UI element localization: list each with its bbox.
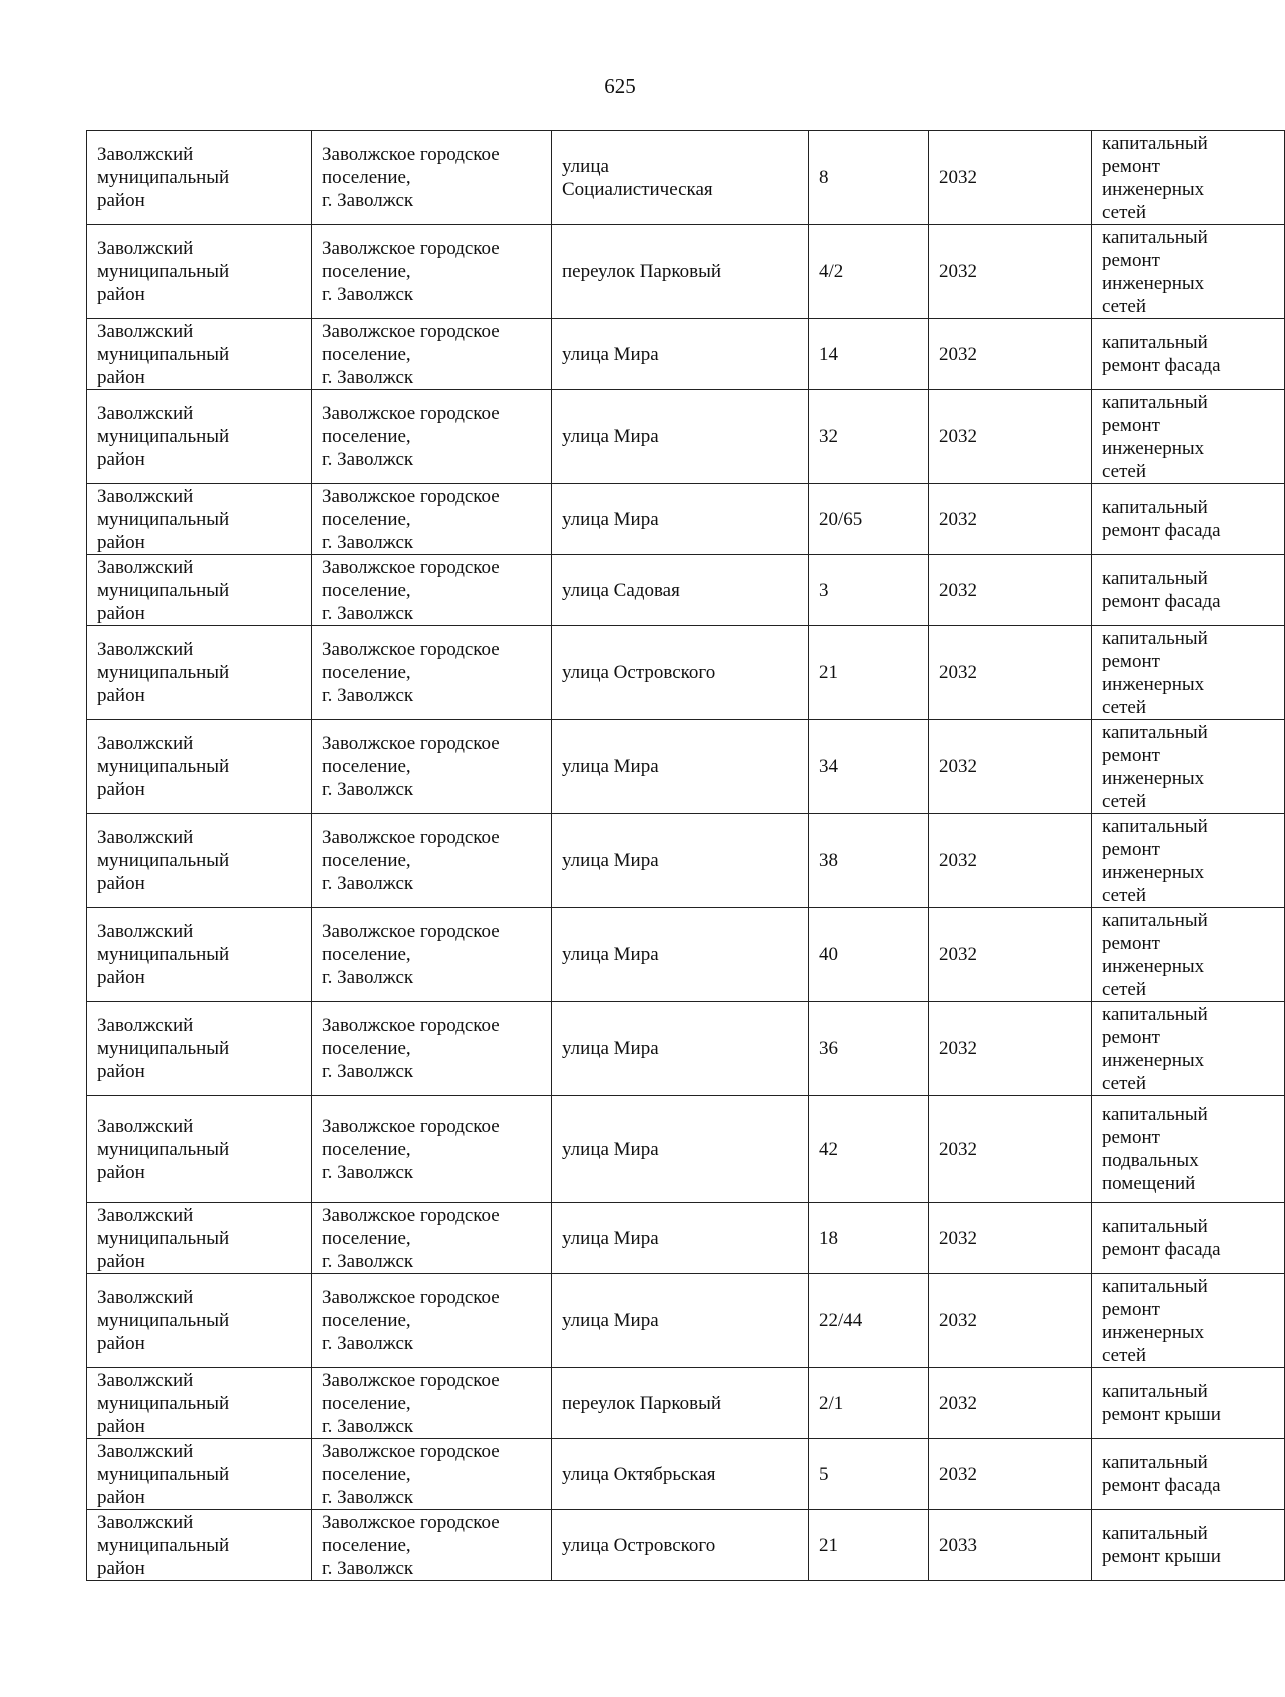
settlement-cell bbox=[312, 814, 552, 908]
district-cell bbox=[87, 555, 312, 626]
cell-line: г. Заволжск bbox=[322, 531, 414, 553]
cell-line: муниципальный bbox=[97, 1534, 230, 1556]
district-cell bbox=[87, 484, 312, 555]
cell-line: муниципальный bbox=[97, 1392, 230, 1414]
cell-line: капитальный bbox=[1102, 332, 1208, 353]
cell-line: муниципальный bbox=[97, 261, 230, 282]
cell-line: г. Заволжск bbox=[322, 1415, 414, 1437]
cell-line: муниципальный bbox=[97, 1038, 230, 1059]
table-row bbox=[87, 484, 1285, 555]
cell-line: инженерных bbox=[1102, 861, 1205, 883]
settlement-cell bbox=[312, 1439, 552, 1510]
cell-line: сетей bbox=[1102, 696, 1147, 718]
settlement-cell bbox=[312, 1203, 552, 1274]
street-cell bbox=[552, 319, 809, 390]
cell-line: инженерных bbox=[1102, 955, 1205, 977]
cell-line: ремонт фасада bbox=[1102, 520, 1221, 541]
cell-line: Заволжский bbox=[97, 320, 194, 342]
district-cell bbox=[87, 814, 312, 908]
cell-line: Заволжский bbox=[97, 1440, 194, 1462]
street-cell bbox=[552, 1439, 809, 1510]
cell-line: ремонт фасада bbox=[1102, 355, 1221, 376]
year-cell: 2033 bbox=[929, 1510, 1092, 1581]
cell-line: поселение, bbox=[322, 1138, 411, 1160]
cell-line: г. Заволжск bbox=[322, 602, 414, 624]
cell-line: район bbox=[97, 449, 145, 470]
cell-line: Заволжское городское bbox=[322, 733, 500, 754]
cell-line: Заволжское городское bbox=[322, 1440, 500, 1462]
cell-line: Заволжское городское bbox=[322, 320, 500, 342]
cell-line: ремонт фасада bbox=[1102, 1475, 1221, 1496]
settlement-cell bbox=[312, 1002, 552, 1096]
street-cell bbox=[552, 908, 809, 1002]
cell-line: капитальный bbox=[1102, 1275, 1208, 1297]
cell-line: район bbox=[97, 1161, 145, 1183]
cell-line: улица Мира bbox=[562, 1138, 659, 1160]
district-cell bbox=[87, 1096, 312, 1203]
settlement-cell bbox=[312, 720, 552, 814]
year-cell: 2032 bbox=[929, 1368, 1092, 1439]
house-number-cell: 20/65 bbox=[809, 484, 929, 555]
table-row bbox=[87, 1002, 1285, 1096]
street-cell bbox=[552, 720, 809, 814]
year-cell: 2032 bbox=[929, 1096, 1092, 1203]
cell-line: г. Заволжск bbox=[322, 1486, 414, 1508]
cell-line: капитальный bbox=[1102, 909, 1208, 931]
street-cell bbox=[552, 1510, 809, 1581]
cell-line: Заволжский bbox=[97, 1287, 194, 1308]
cell-line: Заволжское городское bbox=[322, 1511, 500, 1533]
cell-line: капитальный bbox=[1102, 1452, 1208, 1473]
year-cell: 2032 bbox=[929, 626, 1092, 720]
cell-line: улица Мира bbox=[562, 426, 659, 447]
cell-line: сетей bbox=[1102, 1072, 1147, 1094]
work-type-cell bbox=[1092, 626, 1285, 720]
cell-line: Заволжский bbox=[97, 1115, 194, 1137]
cell-line: сетей bbox=[1102, 978, 1147, 1000]
cell-line: Заволжское городское bbox=[322, 403, 500, 424]
cell-line: улица Мира bbox=[562, 1310, 659, 1331]
cell-line: сетей bbox=[1102, 201, 1147, 223]
house-number-cell: 22/44 bbox=[809, 1274, 929, 1368]
cell-line: поселение, bbox=[322, 1310, 411, 1331]
work-type-cell bbox=[1092, 908, 1285, 1002]
cell-line: г. Заволжск bbox=[322, 873, 414, 894]
cell-line: муниципальный bbox=[97, 579, 230, 601]
house-number-cell: 8 bbox=[809, 131, 929, 225]
cell-line: улица Мира bbox=[562, 944, 659, 965]
cell-line: капитальный bbox=[1102, 815, 1208, 837]
settlement-cell bbox=[312, 1096, 552, 1203]
cell-line: муниципальный bbox=[97, 850, 230, 871]
cell-line: Заволжское городское bbox=[322, 1287, 500, 1308]
cell-line: ремонт bbox=[1102, 1298, 1160, 1320]
street-cell bbox=[552, 225, 809, 319]
work-type-cell bbox=[1092, 1510, 1285, 1581]
cell-line: капитальный bbox=[1102, 1216, 1208, 1237]
cell-line: инженерных bbox=[1102, 1049, 1205, 1071]
cell-line: сетей bbox=[1102, 790, 1147, 812]
cell-line: улица Садовая bbox=[562, 579, 680, 601]
district-cell bbox=[87, 131, 312, 225]
cell-line: Заволжское городское bbox=[322, 556, 500, 578]
settlement-cell bbox=[312, 131, 552, 225]
cell-line: район bbox=[97, 685, 145, 706]
settlement-cell bbox=[312, 484, 552, 555]
cell-line: ремонт фасада bbox=[1102, 591, 1221, 612]
cell-line: Заволжский bbox=[97, 1511, 194, 1533]
cell-line: поселение, bbox=[322, 579, 411, 601]
cell-line: сетей bbox=[1102, 1344, 1147, 1366]
year-cell: 2032 bbox=[929, 1002, 1092, 1096]
cell-line: поселение, bbox=[322, 1392, 411, 1414]
cell-line: г. Заволжск bbox=[322, 1061, 414, 1082]
district-cell bbox=[87, 1368, 312, 1439]
cell-line: район bbox=[97, 190, 145, 211]
street-cell bbox=[552, 484, 809, 555]
cell-line: ремонт bbox=[1102, 414, 1160, 436]
work-type-cell bbox=[1092, 1368, 1285, 1439]
cell-line: г. Заволжск bbox=[322, 284, 414, 305]
cell-line: ремонт фасада bbox=[1102, 1239, 1221, 1260]
table-row bbox=[87, 1510, 1285, 1581]
year-cell: 2032 bbox=[929, 484, 1092, 555]
table-row bbox=[87, 319, 1285, 390]
street-cell bbox=[552, 131, 809, 225]
cell-line: улица Мира bbox=[562, 1227, 659, 1249]
district-cell bbox=[87, 1002, 312, 1096]
cell-line: ремонт bbox=[1102, 155, 1160, 177]
district-cell bbox=[87, 720, 312, 814]
cell-line: сетей bbox=[1102, 460, 1147, 482]
cell-line: район bbox=[97, 967, 145, 988]
cell-line: Заволжский bbox=[97, 827, 194, 848]
settlement-cell bbox=[312, 908, 552, 1002]
cell-line: улица Мира bbox=[562, 343, 659, 365]
cell-line: Заволжское городское bbox=[322, 238, 500, 259]
table-row bbox=[87, 225, 1285, 319]
house-number-cell: 21 bbox=[809, 1510, 929, 1581]
street-cell bbox=[552, 1203, 809, 1274]
work-type-cell bbox=[1092, 720, 1285, 814]
year-cell: 2032 bbox=[929, 720, 1092, 814]
district-cell bbox=[87, 390, 312, 484]
cell-line: Заволжское городское bbox=[322, 485, 500, 507]
settlement-cell bbox=[312, 555, 552, 626]
cell-line: инженерных bbox=[1102, 1321, 1205, 1343]
cell-line: район bbox=[97, 284, 145, 305]
table-row bbox=[87, 1368, 1285, 1439]
work-type-cell bbox=[1092, 1203, 1285, 1274]
cell-line: Заволжский bbox=[97, 144, 194, 165]
settlement-cell bbox=[312, 626, 552, 720]
cell-line: Заволжский bbox=[97, 238, 194, 259]
cell-line: Заволжский bbox=[97, 485, 194, 507]
cell-line: ремонт bbox=[1102, 744, 1160, 766]
work-type-cell bbox=[1092, 484, 1285, 555]
cell-line: район bbox=[97, 873, 145, 894]
cell-line: г. Заволжск bbox=[322, 1161, 414, 1183]
cell-line: район bbox=[97, 779, 145, 800]
cell-line: поселение, bbox=[322, 944, 411, 965]
year-cell: 2032 bbox=[929, 319, 1092, 390]
work-type-cell bbox=[1092, 1002, 1285, 1096]
table-row bbox=[87, 1096, 1285, 1203]
house-number-cell: 36 bbox=[809, 1002, 929, 1096]
street-cell bbox=[552, 1002, 809, 1096]
cell-line: г. Заволжск bbox=[322, 190, 414, 211]
year-cell: 2032 bbox=[929, 131, 1092, 225]
cell-line: муниципальный bbox=[97, 1463, 230, 1485]
district-cell bbox=[87, 908, 312, 1002]
table-row bbox=[87, 720, 1285, 814]
street-cell bbox=[552, 390, 809, 484]
district-cell bbox=[87, 319, 312, 390]
cell-line: район bbox=[97, 531, 145, 553]
house-number-cell: 18 bbox=[809, 1203, 929, 1274]
cell-line: поселение, bbox=[322, 261, 411, 282]
street-cell bbox=[552, 555, 809, 626]
street-cell bbox=[552, 1274, 809, 1368]
cell-line: муниципальный bbox=[97, 756, 230, 777]
street-cell bbox=[552, 1368, 809, 1439]
table-row bbox=[87, 1203, 1285, 1274]
cell-line: г. Заволжск bbox=[322, 967, 414, 988]
cell-line: капитальный bbox=[1102, 132, 1208, 154]
year-cell: 2032 bbox=[929, 814, 1092, 908]
house-number-cell: 42 bbox=[809, 1096, 929, 1203]
cell-line: поселение, bbox=[322, 343, 411, 365]
cell-line: Заволжское городское bbox=[322, 1015, 500, 1036]
cell-line: Социалистическая bbox=[562, 178, 713, 200]
house-number-cell: 21 bbox=[809, 626, 929, 720]
work-type-cell bbox=[1092, 1096, 1285, 1203]
cell-line: ремонт bbox=[1102, 932, 1160, 954]
cell-line: муниципальный bbox=[97, 1310, 230, 1331]
cell-line: район bbox=[97, 366, 145, 388]
cell-line: капитальный bbox=[1102, 497, 1208, 518]
cell-line: район bbox=[97, 1333, 145, 1354]
district-cell bbox=[87, 1203, 312, 1274]
cell-line: Заволжское городское bbox=[322, 144, 500, 165]
cell-line: инженерных bbox=[1102, 437, 1205, 459]
cell-line: Заволжский bbox=[97, 1369, 194, 1391]
work-type-cell bbox=[1092, 1274, 1285, 1368]
cell-line: инженерных bbox=[1102, 178, 1205, 200]
settlement-cell bbox=[312, 1510, 552, 1581]
cell-line: Заволжское городское bbox=[322, 639, 500, 660]
year-cell: 2032 bbox=[929, 225, 1092, 319]
cell-line: Заволжский bbox=[97, 1015, 194, 1036]
cell-line: муниципальный bbox=[97, 508, 230, 530]
cell-line: капитальный bbox=[1102, 568, 1208, 589]
cell-line: Заволжское городское bbox=[322, 1369, 500, 1391]
house-number-cell: 34 bbox=[809, 720, 929, 814]
table-row bbox=[87, 908, 1285, 1002]
cell-line: улица bbox=[562, 155, 609, 177]
house-number-cell: 3 bbox=[809, 555, 929, 626]
work-type-cell bbox=[1092, 814, 1285, 908]
cell-line: помещений bbox=[1102, 1173, 1196, 1194]
year-cell: 2032 bbox=[929, 390, 1092, 484]
cell-line: г. Заволжск bbox=[322, 685, 414, 706]
cell-line: подвальных bbox=[1102, 1150, 1199, 1171]
table-row bbox=[87, 1439, 1285, 1510]
street-cell bbox=[552, 1096, 809, 1203]
cell-line: поселение, bbox=[322, 508, 411, 530]
year-cell: 2032 bbox=[929, 555, 1092, 626]
cell-line: поселение, bbox=[322, 1038, 411, 1059]
work-type-cell bbox=[1092, 1439, 1285, 1510]
house-number-cell: 2/1 bbox=[809, 1368, 929, 1439]
cell-line: муниципальный bbox=[97, 426, 230, 447]
settlement-cell bbox=[312, 390, 552, 484]
repair-schedule-table bbox=[86, 130, 1285, 1581]
cell-line: капитальный bbox=[1102, 1104, 1208, 1125]
house-number-cell: 4/2 bbox=[809, 225, 929, 319]
cell-line: улица Октябрьская bbox=[562, 1463, 716, 1485]
year-cell: 2032 bbox=[929, 1439, 1092, 1510]
year-cell: 2032 bbox=[929, 908, 1092, 1002]
cell-line: капитальный bbox=[1102, 1381, 1208, 1402]
cell-line: район bbox=[97, 1486, 145, 1508]
cell-line: район bbox=[97, 1415, 145, 1437]
house-number-cell: 14 bbox=[809, 319, 929, 390]
cell-line: ремонт крыши bbox=[1102, 1404, 1221, 1425]
cell-line: Заволжский bbox=[97, 556, 194, 578]
street-cell bbox=[552, 814, 809, 908]
cell-line: переулок Парковый bbox=[562, 261, 722, 282]
table-body bbox=[87, 131, 1285, 1581]
cell-line: поселение, bbox=[322, 850, 411, 871]
cell-line: инженерных bbox=[1102, 272, 1205, 294]
cell-line: ремонт bbox=[1102, 838, 1160, 860]
work-type-cell bbox=[1092, 225, 1285, 319]
cell-line: муниципальный bbox=[97, 167, 230, 188]
cell-line: г. Заволжск bbox=[322, 366, 414, 388]
cell-line: улица Островского bbox=[562, 662, 716, 683]
cell-line: район bbox=[97, 1250, 145, 1272]
cell-line: муниципальный bbox=[97, 343, 230, 365]
cell-line: Заволжский bbox=[97, 1204, 194, 1226]
cell-line: Заволжский bbox=[97, 733, 194, 754]
cell-line: улица Островского bbox=[562, 1534, 716, 1556]
cell-line: поселение, bbox=[322, 662, 411, 683]
work-type-cell bbox=[1092, 131, 1285, 225]
cell-line: капитальный bbox=[1102, 721, 1208, 743]
settlement-cell bbox=[312, 225, 552, 319]
settlement-cell bbox=[312, 1368, 552, 1439]
cell-line: поселение, bbox=[322, 1463, 411, 1485]
district-cell bbox=[87, 1510, 312, 1581]
cell-line: капитальный bbox=[1102, 226, 1208, 248]
year-cell: 2032 bbox=[929, 1274, 1092, 1368]
cell-line: капитальный bbox=[1102, 1003, 1208, 1025]
cell-line: переулок Парковый bbox=[562, 1392, 722, 1414]
cell-line: ремонт bbox=[1102, 650, 1160, 672]
house-number-cell: 40 bbox=[809, 908, 929, 1002]
district-cell bbox=[87, 225, 312, 319]
work-type-cell bbox=[1092, 390, 1285, 484]
cell-line: район bbox=[97, 1061, 145, 1082]
cell-line: поселение, bbox=[322, 167, 411, 188]
house-number-cell: 32 bbox=[809, 390, 929, 484]
table-row bbox=[87, 626, 1285, 720]
table-row bbox=[87, 1274, 1285, 1368]
cell-line: Заволжское городское bbox=[322, 827, 500, 848]
cell-line: улица Мира bbox=[562, 850, 659, 871]
cell-line: сетей bbox=[1102, 295, 1147, 317]
cell-line: инженерных bbox=[1102, 767, 1205, 789]
cell-line: г. Заволжск bbox=[322, 1333, 414, 1354]
cell-line: капитальный bbox=[1102, 391, 1208, 413]
district-cell bbox=[87, 626, 312, 720]
settlement-cell bbox=[312, 1274, 552, 1368]
cell-line: капитальный bbox=[1102, 627, 1208, 649]
cell-line: улица Мира bbox=[562, 756, 659, 777]
cell-line: муниципальный bbox=[97, 1138, 230, 1160]
cell-line: Заволжское городское bbox=[322, 921, 500, 942]
cell-line: район bbox=[97, 602, 145, 624]
street-cell bbox=[552, 626, 809, 720]
district-cell bbox=[87, 1274, 312, 1368]
cell-line: Заволжский bbox=[97, 921, 194, 942]
district-cell bbox=[87, 1439, 312, 1510]
cell-line: сетей bbox=[1102, 884, 1147, 906]
house-number-cell: 5 bbox=[809, 1439, 929, 1510]
cell-line: ремонт крыши bbox=[1102, 1546, 1221, 1567]
cell-line: капитальный bbox=[1102, 1523, 1208, 1544]
work-type-cell bbox=[1092, 555, 1285, 626]
cell-line: район bbox=[97, 1557, 145, 1579]
cell-line: г. Заволжск bbox=[322, 779, 414, 800]
cell-line: ремонт bbox=[1102, 249, 1160, 271]
cell-line: ремонт bbox=[1102, 1026, 1160, 1048]
cell-line: улица Мира bbox=[562, 508, 659, 530]
table-row bbox=[87, 814, 1285, 908]
cell-line: ремонт bbox=[1102, 1127, 1160, 1148]
settlement-cell bbox=[312, 319, 552, 390]
cell-line: инженерных bbox=[1102, 673, 1205, 695]
table-row bbox=[87, 555, 1285, 626]
table-row bbox=[87, 131, 1285, 225]
cell-line: поселение, bbox=[322, 426, 411, 447]
table-row bbox=[87, 390, 1285, 484]
work-type-cell bbox=[1092, 319, 1285, 390]
cell-line: Заволжский bbox=[97, 639, 194, 660]
cell-line: Заволжское городское bbox=[322, 1204, 500, 1226]
cell-line: г. Заволжск bbox=[322, 449, 414, 470]
page-number: 625 bbox=[604, 74, 636, 98]
cell-line: Заволжское городское bbox=[322, 1115, 500, 1137]
cell-line: муниципальный bbox=[97, 944, 230, 965]
year-cell: 2032 bbox=[929, 1203, 1092, 1274]
cell-line: г. Заволжск bbox=[322, 1557, 414, 1579]
cell-line: поселение, bbox=[322, 1534, 411, 1556]
cell-line: муниципальный bbox=[97, 662, 230, 683]
cell-line: поселение, bbox=[322, 756, 411, 777]
house-number-cell: 38 bbox=[809, 814, 929, 908]
cell-line: поселение, bbox=[322, 1227, 411, 1249]
cell-line: улица Мира bbox=[562, 1038, 659, 1059]
cell-line: г. Заволжск bbox=[322, 1250, 414, 1272]
cell-line: Заволжский bbox=[97, 403, 194, 424]
cell-line: муниципальный bbox=[97, 1227, 230, 1249]
